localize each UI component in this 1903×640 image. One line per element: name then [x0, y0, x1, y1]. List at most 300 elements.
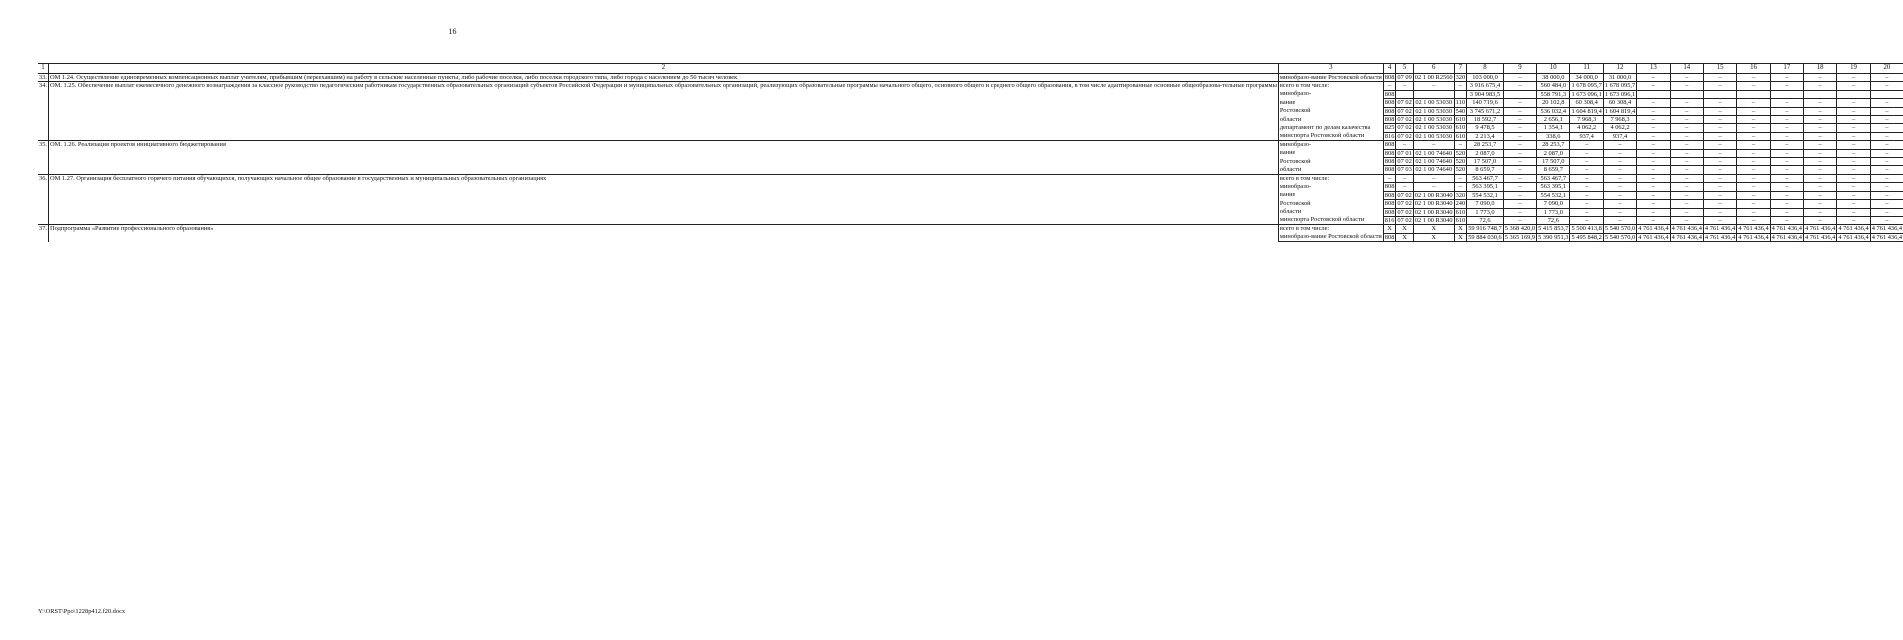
column-number: 8: [1467, 64, 1504, 74]
value-cell-c5: –: [1396, 82, 1413, 90]
value-cell-c4: 808: [1384, 158, 1395, 166]
value-cell-c8: 8 659,7: [1467, 166, 1504, 174]
value-cell-c8: 103 000,0: [1467, 74, 1504, 82]
value-cell-c15: –: [1703, 74, 1736, 82]
executor-cell: вание: [1278, 149, 1383, 157]
value-cell-c12: 4 062,2: [1603, 124, 1636, 132]
value-cell-c8: 554 532,1: [1467, 191, 1504, 199]
value-cell-c9: –: [1503, 166, 1536, 174]
value-cell-c14: –: [1670, 116, 1703, 124]
value-cell-c17: –: [1770, 132, 1803, 140]
value-cell-c15: [1703, 90, 1736, 98]
value-cell-c18: –: [1804, 149, 1837, 157]
value-cell-c6: –: [1413, 82, 1454, 90]
value-cell-c14: –: [1670, 183, 1703, 191]
value-cell-c11: –: [1570, 208, 1603, 216]
value-cell-c9: –: [1503, 158, 1536, 166]
value-cell-c7: 520: [1455, 149, 1466, 157]
value-cell-c20: –: [1870, 132, 1903, 140]
value-cell-c4: 825: [1384, 124, 1395, 132]
value-cell-c15: –: [1703, 99, 1736, 107]
value-cell-c19: –: [1837, 82, 1870, 90]
value-cell-c19: [1837, 90, 1870, 98]
value-cell-c17: –: [1770, 200, 1803, 208]
value-cell-c11: –: [1570, 158, 1603, 166]
value-cell-c15: 4 761 436,4: [1704, 233, 1736, 241]
value-cell-c10: 7 090,0: [1537, 200, 1570, 208]
page-number: 16: [448, 27, 457, 36]
value-cell-c12: 5 540 570,0: [1604, 233, 1636, 241]
value-cell-c14: –: [1670, 141, 1703, 149]
value-cell-c8: 28 253,7: [1467, 141, 1504, 149]
column-number: 3: [1278, 64, 1383, 74]
value-cell-c14: –: [1670, 200, 1703, 208]
table-row: [38, 174, 1903, 182]
measure-name: Подпрограмма «Развитие профессионального образования»: [49, 225, 1279, 242]
value-cell-c14: –: [1670, 99, 1703, 107]
value-cell-c17: –: [1770, 183, 1803, 191]
value-cell-c19: –: [1837, 166, 1870, 174]
executor-cell: всего в том числе:: [1278, 82, 1383, 90]
value-cell-c10: 5 390 951,3: [1538, 233, 1569, 241]
value-cell-c12: –: [1603, 200, 1636, 208]
value-cell-c10: 1 773,0: [1537, 208, 1570, 216]
value-cell-c12: 1 678 095,7: [1604, 82, 1636, 90]
value-cell-c14: 4 761 436,4: [1671, 233, 1702, 241]
executor-cell: минобразо-вание Ростовской области: [1279, 233, 1382, 241]
measure-name: ОМ. 1.26. Реализация проектов инициативного бюджетирования: [49, 141, 1279, 175]
value-cell-c10: 558 791,3: [1537, 90, 1570, 98]
value-cell-c18: –: [1804, 82, 1837, 90]
value-cell-c5: 07 09: [1397, 74, 1412, 81]
executor-cell: минобразо-вание Ростовской области: [1279, 74, 1382, 81]
value-cell-c18: –: [1804, 216, 1837, 224]
column-number: 6: [1413, 64, 1454, 74]
value-cell-c20: –: [1870, 99, 1903, 107]
value-cell-c9: –: [1503, 174, 1536, 182]
value-cell-c6: 02 1 00 74640: [1413, 158, 1454, 166]
value-cell-c20: –: [1870, 216, 1903, 224]
value-cell-c13: –: [1637, 166, 1670, 174]
value-cell-c8: 3 745 671,2: [1467, 107, 1504, 115]
table-row: [38, 225, 1903, 233]
value-cell-c20: –: [1870, 74, 1903, 82]
value-cell-c6: 02 1 00 53030: [1413, 107, 1454, 115]
value-cell-c14: –: [1670, 174, 1703, 182]
value-cell-c18: –: [1804, 107, 1837, 115]
value-cell-c10: 17 507,0: [1537, 158, 1570, 166]
value-cell-c5: 07 02: [1397, 124, 1412, 132]
value-cell-c9: –: [1503, 191, 1536, 199]
value-cell-c4: 808: [1384, 74, 1395, 81]
value-cell-c9: –: [1503, 124, 1536, 132]
value-cell-c7: –: [1454, 174, 1467, 182]
value-cell-c11: –: [1570, 141, 1603, 149]
value-cell-c5: –: [1396, 174, 1413, 182]
value-cell-c13: –: [1637, 191, 1670, 199]
value-cell-c7: X: [1454, 225, 1467, 233]
value-cell-c10: 554 532,1: [1537, 191, 1570, 199]
value-cell-c12: 60 308,4: [1603, 99, 1636, 107]
value-cell-c6: X: [1413, 233, 1454, 241]
value-cell-c20: 4 761 436,4: [1871, 225, 1903, 233]
value-cell-c19: –: [1837, 149, 1870, 157]
value-cell-c20: –: [1870, 82, 1903, 90]
value-cell-c11: 60 308,4: [1570, 99, 1603, 107]
executor-cell: минобразо-: [1278, 90, 1383, 98]
value-cell-c17: –: [1770, 149, 1803, 157]
value-cell-c10: 2 087,0: [1537, 149, 1570, 157]
value-cell-c12: –: [1603, 149, 1636, 157]
value-cell-c5: 07 02: [1397, 191, 1412, 199]
value-cell-c18: 4 761 436,4: [1805, 233, 1836, 241]
value-cell-c19: 4 761 436,4: [1838, 225, 1869, 233]
column-number: 1: [38, 64, 49, 74]
column-number: 18: [1804, 64, 1837, 74]
value-cell-c4: 808: [1384, 107, 1395, 115]
value-cell-c6: 02 1 00 R2560: [1414, 74, 1453, 81]
value-cell-c16: 4 761 436,4: [1738, 225, 1769, 233]
value-cell-c10: 1 354,1: [1537, 124, 1570, 132]
value-cell-c10: 563 395,1: [1537, 183, 1570, 191]
value-cell-c13: –: [1637, 141, 1670, 149]
value-cell-c13: [1637, 90, 1670, 98]
value-cell-c5: 07 02: [1397, 200, 1412, 208]
column-number: 20: [1870, 64, 1903, 74]
value-cell-c16: –: [1737, 107, 1770, 115]
value-cell-c17: –: [1770, 124, 1803, 132]
executor-cell: департамент по делам казачества: [1278, 124, 1383, 132]
value-cell-c17: –: [1770, 174, 1803, 182]
value-cell-c5: 07 02: [1397, 216, 1412, 224]
budget-table: [38, 63, 1903, 242]
value-cell-c4: 816: [1384, 216, 1395, 224]
value-cell-c18: –: [1804, 141, 1837, 149]
value-cell-c11: –: [1570, 149, 1603, 157]
value-cell-c14: –: [1670, 74, 1703, 82]
value-cell-c14: –: [1670, 149, 1703, 157]
measure-name: ОМ. 1.25. Обеспечение выплат ежемесячного денежного вознаграждения за классное руководство педагогическим работникам государственных образовательных организаций субъектов Российской Федерации и муниципальных образовательных организаций, реализующих образовательные программы начального общего, основного общего и среднего общего образования, в том числе адаптированные основные общеобразова-тельные программы: [49, 82, 1279, 141]
value-cell-c12: –: [1603, 208, 1636, 216]
value-cell-c11: 1 673 096,1: [1571, 90, 1602, 98]
value-cell-c18: –: [1804, 124, 1837, 132]
value-cell-c7: 610: [1455, 132, 1466, 140]
value-cell-c7: –: [1454, 82, 1467, 90]
value-cell-c5: [1396, 90, 1413, 98]
value-cell-c19: –: [1837, 200, 1870, 208]
value-cell-c11: 1 678 095,7: [1571, 82, 1602, 90]
executor-cell: Ростовской: [1278, 200, 1383, 208]
value-cell-c11: –: [1570, 166, 1603, 174]
value-cell-c15: –: [1703, 124, 1736, 132]
value-cell-c9: –: [1503, 132, 1536, 140]
column-number: 9: [1503, 64, 1536, 74]
value-cell-c9: –: [1503, 208, 1536, 216]
executor-cell: Ростовской: [1278, 158, 1383, 166]
value-cell-c14: [1670, 90, 1703, 98]
value-cell-c19: –: [1837, 141, 1870, 149]
column-number: 19: [1837, 64, 1870, 74]
value-cell-c15: –: [1703, 141, 1736, 149]
value-cell-c15: –: [1703, 158, 1736, 166]
value-cell-c16: –: [1737, 158, 1770, 166]
value-cell-c20: –: [1870, 107, 1903, 115]
value-cell-c8: 2 087,0: [1467, 149, 1504, 157]
value-cell-c18: –: [1804, 116, 1837, 124]
value-cell-c8: 563 467,7: [1467, 174, 1504, 182]
value-cell-c8: 72,6: [1467, 216, 1504, 224]
value-cell-c8: 3 916 675,4: [1467, 82, 1504, 90]
value-cell-c19: –: [1837, 99, 1870, 107]
value-cell-c17: 4 761 436,4: [1771, 233, 1802, 241]
value-cell-c11: 7 968,3: [1570, 116, 1603, 124]
value-cell-c5: 07 02: [1397, 116, 1412, 124]
value-cell-c19: –: [1837, 132, 1870, 140]
value-cell-c16: –: [1737, 183, 1770, 191]
value-cell-c6: –: [1413, 174, 1454, 182]
value-cell-c16: –: [1737, 149, 1770, 157]
value-cell-c16: –: [1737, 124, 1770, 132]
value-cell-c13: –: [1637, 208, 1670, 216]
value-cell-c11: 5 495 848,2: [1571, 233, 1602, 241]
value-cell-c6: 02 1 00 74640: [1413, 149, 1454, 157]
value-cell-c8: 563 395,1: [1467, 183, 1504, 191]
measure-name: ОМ 1.24. Осуществление единовременных компенсационных выплат учителям, прибывшим (переехавшим) на работу в сельские населенные пункты, либо рабочие поселки, либо поселки городского типа, либо города с населением до 50 тысяч человек: [49, 74, 1279, 82]
value-cell-c11: 1 604 819,4: [1571, 107, 1602, 115]
value-cell-c5: 07 02: [1397, 107, 1412, 115]
column-number: 15: [1703, 64, 1736, 74]
row-number: 33.: [39, 74, 47, 81]
value-cell-c10: 8 659,7: [1537, 166, 1570, 174]
value-cell-c4: X: [1383, 225, 1396, 233]
value-cell-c5: X: [1396, 233, 1413, 241]
value-cell-c4: 808: [1384, 166, 1395, 174]
value-cell-c5: –: [1396, 141, 1413, 149]
value-cell-c14: –: [1670, 166, 1703, 174]
value-cell-c14: –: [1670, 158, 1703, 166]
value-cell-c20: –: [1870, 200, 1903, 208]
value-cell-c15: –: [1703, 174, 1736, 182]
value-cell-c10: 560 484,0: [1537, 82, 1570, 90]
value-cell-c12: 5 540 570,0: [1604, 225, 1636, 233]
file-path: Y:\ORST\Ppo\1228p412.f20.docx: [38, 608, 126, 615]
value-cell-c13: –: [1637, 82, 1670, 90]
value-cell-c19: 4 761 436,4: [1838, 233, 1869, 241]
value-cell-c20: –: [1870, 174, 1903, 182]
value-cell-c9: [1503, 90, 1536, 98]
column-number: 12: [1603, 64, 1636, 74]
value-cell-c12: –: [1603, 166, 1636, 174]
value-cell-c7: –: [1454, 141, 1467, 149]
value-cell-c19: –: [1837, 216, 1870, 224]
value-cell-c4: 808: [1384, 149, 1395, 157]
value-cell-c20: –: [1870, 158, 1903, 166]
value-cell-c20: [1870, 90, 1903, 98]
value-cell-c9: –: [1503, 200, 1536, 208]
value-cell-c17: –: [1770, 158, 1803, 166]
value-cell-c19: –: [1837, 208, 1870, 216]
value-cell-c9: –: [1503, 74, 1536, 82]
value-cell-c13: –: [1637, 116, 1670, 124]
value-cell-c6: X: [1413, 225, 1454, 233]
value-cell-c8: 1 773,0: [1467, 208, 1504, 216]
value-cell-c11: –: [1570, 216, 1603, 224]
value-cell-c16: –: [1737, 116, 1770, 124]
value-cell-c12: –: [1603, 183, 1636, 191]
value-cell-c6: 02 1 00 53030: [1413, 124, 1454, 132]
value-cell-c18: 4 761 436,4: [1805, 225, 1836, 233]
value-cell-c7: 240: [1455, 200, 1466, 208]
value-cell-c20: –: [1870, 149, 1903, 157]
value-cell-c8: 18 592,7: [1467, 116, 1504, 124]
value-cell-c15: –: [1703, 166, 1736, 174]
value-cell-c8: 59 916 748,7: [1468, 225, 1502, 233]
value-cell-c15: –: [1703, 149, 1736, 157]
value-cell-c4: –: [1383, 174, 1396, 182]
executor-cell: всего в том числе:: [1278, 225, 1383, 233]
value-cell-c19: –: [1837, 158, 1870, 166]
value-cell-c17: 4 761 436,4: [1771, 225, 1802, 233]
value-cell-c10: 72,6: [1537, 216, 1570, 224]
value-cell-c14: –: [1670, 132, 1703, 140]
value-cell-c5: 07 02: [1397, 208, 1412, 216]
value-cell-c16: –: [1737, 132, 1770, 140]
value-cell-c7: 320: [1455, 191, 1466, 199]
value-cell-c7: 540: [1455, 107, 1466, 115]
value-cell-c4: 808: [1384, 99, 1395, 107]
value-cell-c7: –: [1454, 183, 1467, 191]
value-cell-c18: –: [1804, 183, 1837, 191]
value-cell-c12: 1 673 096,1: [1604, 90, 1636, 98]
value-cell-c8: 17 507,0: [1467, 158, 1504, 166]
value-cell-c12: 31 000,0: [1603, 74, 1636, 82]
value-cell-c16: –: [1737, 191, 1770, 199]
column-number: 7: [1454, 64, 1467, 74]
value-cell-c18: –: [1804, 132, 1837, 140]
value-cell-c17: –: [1770, 208, 1803, 216]
value-cell-c20: –: [1870, 116, 1903, 124]
column-number: 10: [1537, 64, 1570, 74]
value-cell-c9: –: [1503, 216, 1536, 224]
value-cell-c15: –: [1703, 216, 1736, 224]
value-cell-c8: 7 090,0: [1467, 200, 1504, 208]
value-cell-c20: –: [1870, 141, 1903, 149]
measure-name: ОМ 1.27. Организация бесплатного горячего питания обучающихся, получающих начальное общее образование в государственных и муниципальных образовательных организациях: [49, 174, 1279, 224]
value-cell-c11: 5 500 413,8: [1571, 225, 1602, 233]
value-cell-c4: 808: [1384, 208, 1395, 216]
value-cell-c15: –: [1703, 191, 1736, 199]
value-cell-c12: –: [1603, 158, 1636, 166]
value-cell-c16: –: [1737, 208, 1770, 216]
value-cell-c16: –: [1737, 166, 1770, 174]
value-cell-c19: –: [1837, 107, 1870, 115]
value-cell-c17: –: [1770, 216, 1803, 224]
value-cell-c7: 320: [1455, 74, 1466, 81]
value-cell-c7: 110: [1455, 99, 1466, 107]
value-cell-c12: –: [1603, 174, 1636, 182]
value-cell-c15: –: [1703, 82, 1736, 90]
value-cell-c7: 610: [1455, 208, 1466, 216]
value-cell-c6: 02 1 00 R3040: [1414, 208, 1453, 216]
value-cell-c13: –: [1637, 107, 1670, 115]
value-cell-c6: 02 1 00 R3040: [1414, 200, 1453, 208]
value-cell-c6: 02 1 00 R3040: [1414, 191, 1453, 199]
value-cell-c6: 02 1 00 74640: [1413, 166, 1454, 174]
value-cell-c6: –: [1413, 183, 1454, 191]
value-cell-c10: 2 656,1: [1537, 116, 1570, 124]
value-cell-c4: 808: [1384, 233, 1395, 241]
value-cell-c5: 07 02: [1397, 99, 1412, 107]
table-row: [38, 82, 1903, 90]
value-cell-c9: –: [1503, 183, 1536, 191]
value-cell-c19: –: [1837, 74, 1870, 82]
value-cell-c16: 4 761 436,4: [1738, 233, 1769, 241]
value-cell-c4: 808: [1384, 116, 1395, 124]
value-cell-c5: 07 03: [1397, 166, 1412, 174]
value-cell-c20: 4 761 436,4: [1871, 233, 1903, 241]
value-cell-c16: [1737, 90, 1770, 98]
value-cell-c9: –: [1503, 82, 1536, 90]
value-cell-c10: 338,6: [1537, 132, 1570, 140]
value-cell-c14: –: [1670, 107, 1703, 115]
row-number: 35.: [38, 141, 49, 175]
value-cell-c19: –: [1837, 116, 1870, 124]
value-cell-c18: –: [1804, 200, 1837, 208]
value-cell-c13: –: [1637, 99, 1670, 107]
value-cell-c18: [1804, 90, 1837, 98]
value-cell-c9: –: [1503, 99, 1536, 107]
value-cell-c14: –: [1670, 208, 1703, 216]
value-cell-c17: –: [1770, 141, 1803, 149]
value-cell-c10: 28 253,7: [1537, 141, 1570, 149]
value-cell-c15: –: [1703, 107, 1736, 115]
value-cell-c15: –: [1703, 183, 1736, 191]
value-cell-c6: 02 1 00 R3040: [1414, 216, 1453, 224]
value-cell-c4: 808: [1384, 200, 1395, 208]
value-cell-c16: –: [1737, 99, 1770, 107]
column-number: 2: [49, 64, 1279, 74]
value-cell-c7: X: [1454, 233, 1467, 241]
value-cell-c5: 07 01: [1397, 149, 1412, 157]
value-cell-c13: –: [1637, 74, 1670, 82]
value-cell-c5: 07 02: [1397, 158, 1412, 166]
value-cell-c8: 2 213,4: [1467, 132, 1504, 140]
executor-cell: области: [1278, 116, 1383, 124]
value-cell-c6: 02 1 00 53030: [1413, 132, 1454, 140]
value-cell-c19: –: [1837, 174, 1870, 182]
value-cell-c18: –: [1804, 208, 1837, 216]
value-cell-c11: –: [1570, 191, 1603, 199]
value-cell-c10: 563 467,7: [1537, 174, 1570, 182]
value-cell-c5: X: [1396, 225, 1413, 233]
value-cell-c14: –: [1670, 124, 1703, 132]
value-cell-c12: 1 604 819,4: [1604, 107, 1636, 115]
value-cell-c13: –: [1637, 174, 1670, 182]
value-cell-c7: 610: [1455, 216, 1466, 224]
value-cell-c10: 20 102,8: [1537, 99, 1570, 107]
value-cell-c4: 808: [1384, 191, 1395, 199]
value-cell-c13: –: [1637, 200, 1670, 208]
value-cell-c7: 610: [1455, 116, 1466, 124]
value-cell-c9: –: [1503, 149, 1536, 157]
value-cell-c13: 4 761 436,4: [1638, 233, 1669, 241]
value-cell-c19: –: [1837, 183, 1870, 191]
value-cell-c14: –: [1670, 191, 1703, 199]
value-cell-c6: –: [1413, 141, 1454, 149]
value-cell-c13: –: [1637, 149, 1670, 157]
value-cell-c18: –: [1804, 166, 1837, 174]
value-cell-c17: –: [1770, 74, 1803, 82]
